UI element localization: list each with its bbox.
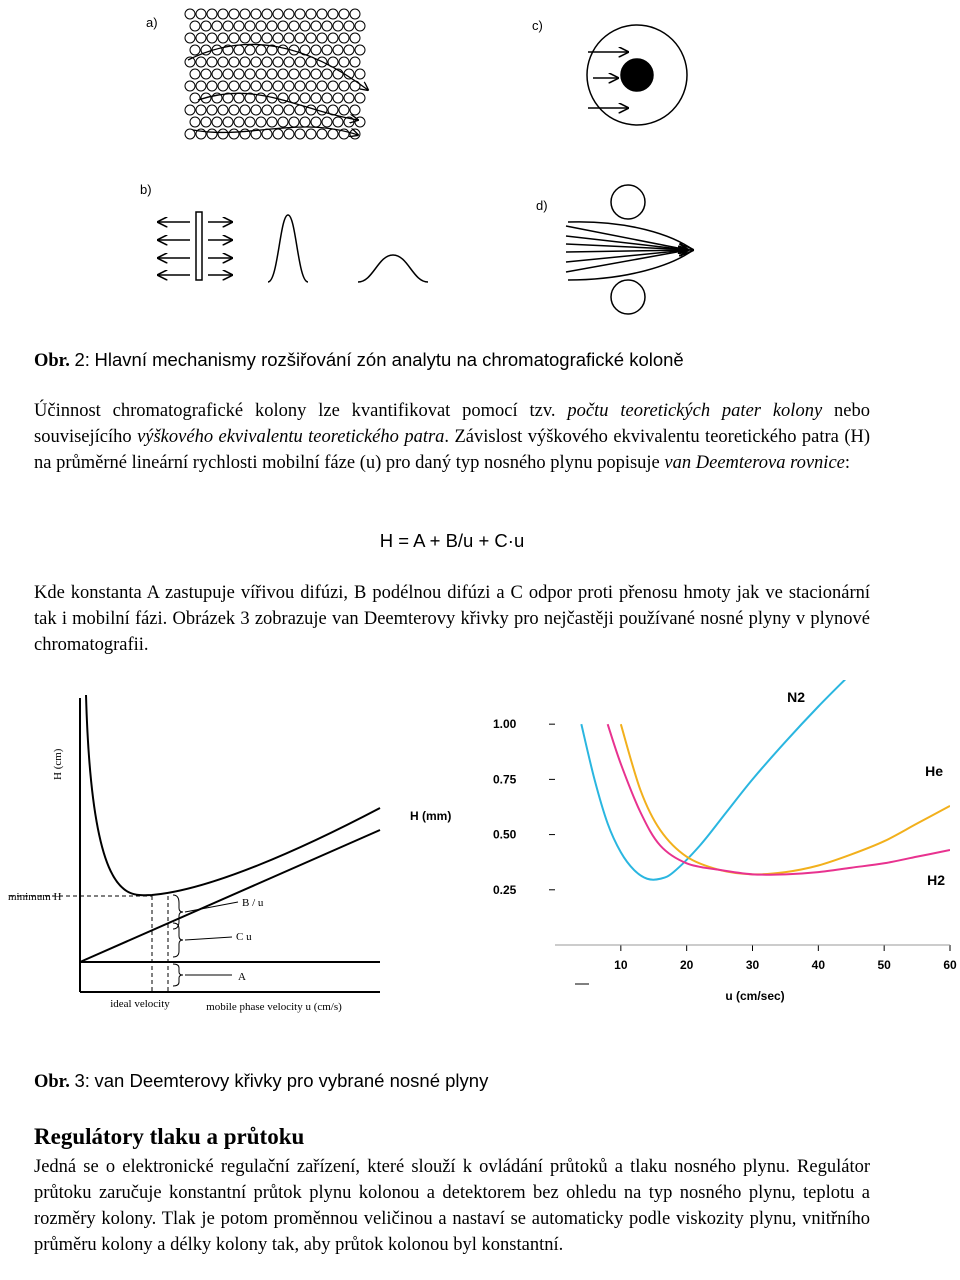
particle-38 [251, 33, 261, 43]
italic-term: výškového ekvivalentu teoretického patra [137, 427, 445, 447]
series-label-he: He [925, 763, 943, 779]
particle-125 [333, 93, 343, 103]
particle-31 [355, 21, 365, 31]
particle-129 [196, 105, 206, 115]
text-run: : [844, 453, 851, 473]
particle-62 [344, 45, 354, 55]
x-tick-label: 30 [745, 958, 760, 972]
particle-144 [190, 117, 200, 127]
x-tick-label: 40 [811, 958, 826, 972]
particle-56 [278, 45, 288, 55]
particle-128 [185, 105, 195, 115]
particle-65 [196, 57, 206, 67]
particle-97 [196, 81, 206, 91]
particle-172 [317, 129, 327, 139]
particle-96 [185, 81, 195, 91]
particle-131 [218, 105, 228, 115]
particle-149 [245, 117, 255, 127]
panel-label-b: b) [140, 182, 152, 197]
particle-42 [295, 33, 305, 43]
panel-label-c: c) [532, 18, 543, 33]
particle-29 [333, 21, 343, 31]
particle-146 [212, 117, 222, 127]
particle-23 [267, 21, 277, 31]
particle-67 [218, 57, 228, 67]
particle-105 [284, 81, 294, 91]
van-deemter-equation: H = A + B/u + C·u [379, 530, 525, 551]
particle-27 [311, 21, 321, 31]
particle-83 [223, 69, 233, 79]
particle-124 [322, 93, 332, 103]
caption-prefix: Obr. [34, 1072, 70, 1092]
particle-157 [333, 117, 343, 127]
particle-112 [190, 93, 200, 103]
particle-36 [229, 33, 239, 43]
particle-43 [306, 33, 316, 43]
particle-13 [328, 9, 338, 19]
figure-2-caption [34, 349, 684, 372]
particle-132 [229, 105, 239, 115]
particle-100 [229, 81, 239, 91]
particle-35 [218, 33, 228, 43]
particle-47 [350, 33, 360, 43]
section-heading: Regulátory tlaku a průtoku [34, 1124, 305, 1149]
particle-69 [240, 57, 250, 67]
particle-108 [317, 81, 327, 91]
x-axis-label: mobile phase velocity u (cm/s) [206, 1001, 342, 1013]
panel-label-a: a) [146, 15, 158, 30]
minimum-h-label: minimum H [8, 891, 62, 903]
y-tick-label: 0.75 [493, 772, 517, 787]
particle-153 [289, 117, 299, 127]
particle-169 [284, 129, 294, 139]
particle-154 [300, 117, 310, 127]
particle-164 [229, 129, 239, 139]
particle-39 [262, 33, 272, 43]
panel-label-d: d) [536, 198, 548, 213]
particle-170 [295, 129, 305, 139]
particle-22 [256, 21, 266, 31]
particle-34 [207, 33, 217, 43]
particle-88 [278, 69, 288, 79]
series-label-h2: H2 [927, 872, 945, 888]
particle-26 [300, 21, 310, 31]
particle-81 [201, 69, 211, 79]
particle-0 [185, 9, 195, 19]
particle-116 [234, 93, 244, 103]
particle-121 [289, 93, 299, 103]
particle-37 [240, 33, 250, 43]
particle-122 [300, 93, 310, 103]
x-tick-label: 60 [943, 958, 957, 972]
particle-15 [350, 9, 360, 19]
particle-143 [350, 105, 360, 115]
particle-167 [262, 129, 272, 139]
particle-48 [190, 45, 200, 55]
y-tick-label: 0.50 [493, 827, 517, 842]
x-tick-label: 20 [679, 958, 694, 972]
particle-19 [223, 21, 233, 31]
ideal-velocity-label: ideal velocity [110, 998, 170, 1010]
particle-134 [251, 105, 261, 115]
particle-159 [355, 117, 365, 127]
particle-60 [322, 45, 332, 55]
particle-148 [234, 117, 244, 127]
particle-70 [251, 57, 261, 67]
particle-18 [212, 21, 222, 31]
chart-y-label: H (mm) [410, 809, 452, 823]
porous-particle-illustration [587, 25, 687, 125]
particle-173 [328, 129, 338, 139]
particle-142 [339, 105, 349, 115]
particle-46 [339, 33, 349, 43]
particle-63 [355, 45, 365, 55]
particle-53 [245, 45, 255, 55]
particle-12 [317, 9, 327, 19]
caption-number: 2: [74, 349, 90, 370]
caption-text: Hlavní mechanismy rozšiřování zón analytu na chromatografické koloně [94, 349, 684, 370]
particle-24 [278, 21, 288, 31]
particle-21 [245, 21, 255, 31]
particle-20 [234, 21, 244, 31]
c-u-label: C u [236, 931, 252, 943]
particle-163 [218, 129, 228, 139]
particle-7 [262, 9, 272, 19]
van-deemter-schematic-chart [0, 690, 400, 1040]
particle-162 [207, 129, 217, 139]
particle-101 [240, 81, 250, 91]
particle-10 [295, 9, 305, 19]
particle-68 [229, 57, 239, 67]
particle-44 [317, 33, 327, 43]
particle-107 [306, 81, 316, 91]
particle-89 [289, 69, 299, 79]
particle-9 [284, 9, 294, 19]
particle-8 [273, 9, 283, 19]
text-run: . Závislost výškového ekvivalentu teoretického patra (H) na průměrné lineární rychlosti mobilní fáze (u) pro daný typ nosného plynu popisuje [34, 427, 870, 473]
particle-73 [284, 57, 294, 67]
series-label-n2: N2 [787, 689, 805, 705]
particle-103 [262, 81, 272, 91]
x-tick-label: 50 [877, 958, 891, 972]
particle-151 [267, 117, 277, 127]
particle-99 [218, 81, 228, 91]
particle-104 [273, 81, 283, 91]
y-tick-label: 0.25 [493, 882, 517, 897]
particle-3 [218, 9, 228, 19]
italic-term: van Deemterova rovnice [664, 453, 845, 473]
particle-136 [273, 105, 283, 115]
particle-109 [328, 81, 338, 91]
particle-152 [278, 117, 288, 127]
particle-90 [300, 69, 310, 79]
particle-40 [273, 33, 283, 43]
particle-130 [207, 105, 217, 115]
particle-147 [223, 117, 233, 127]
particle-78 [339, 57, 349, 67]
particle-168 [273, 129, 283, 139]
van-deemter-curves-chart [405, 680, 958, 1020]
x-tick-label: 10 [614, 958, 628, 972]
particle-135 [262, 105, 272, 115]
text-run: Účinnost chromatografické kolony lze kvantifikovat pomocí tzv. [34, 401, 568, 421]
particle-66 [207, 57, 217, 67]
italic-term: počtu teoretických pater kolony [567, 401, 823, 421]
y-tick-label: 1.00 [493, 717, 517, 732]
particle-11 [306, 9, 316, 19]
series-line-he [621, 724, 950, 874]
particle-59 [311, 45, 321, 55]
figure-2 [128, 0, 778, 345]
caption-number: 3: [74, 1070, 90, 1091]
particle-156 [322, 117, 332, 127]
particle-54 [256, 45, 266, 55]
y-axis-label: H (cm) [52, 748, 64, 780]
particle-28 [322, 21, 332, 31]
particle-45 [328, 33, 338, 43]
particle-6 [251, 9, 261, 19]
particle-4 [229, 9, 239, 19]
particle-79 [350, 57, 360, 67]
particle-123 [311, 93, 321, 103]
particle-133 [240, 105, 250, 115]
particle-32 [185, 33, 195, 43]
particle-33 [196, 33, 206, 43]
text-run: nebo souvisejícího [34, 401, 870, 447]
particle-91 [311, 69, 321, 79]
packed-particles-illustration [185, 9, 365, 139]
chart-x-label: u (cm/sec) [725, 989, 785, 1003]
particle-106 [295, 81, 305, 91]
a-label: A [238, 971, 246, 983]
particle-92 [322, 69, 332, 79]
particle-110 [339, 81, 349, 91]
particle-85 [245, 69, 255, 79]
particle-72 [273, 57, 283, 67]
particle-41 [284, 33, 294, 43]
particle-5 [240, 9, 250, 19]
b-over-u-label: B / u [242, 897, 264, 909]
particle-155 [311, 117, 321, 127]
particle-86 [256, 69, 266, 79]
particle-80 [190, 69, 200, 79]
particle-74 [295, 57, 305, 67]
particle-17 [201, 21, 211, 31]
particle-127 [355, 93, 365, 103]
particle-52 [234, 45, 244, 55]
longitudinal-diffusion-illustration [158, 212, 428, 282]
particle-30 [344, 21, 354, 31]
particle-171 [306, 129, 316, 139]
caption-text: van Deemterovy křivky pro vybrané nosné plyny [94, 1070, 489, 1091]
particle-84 [234, 69, 244, 79]
particle-137 [284, 105, 294, 115]
paragraph-constants: Kde konstanta A zastupuje vířivou difúzi, B podélnou difúzi a C odpor proti přenosu hmoty jak ve stacionární tak i mobilní fázi. Obrázek 3 zobrazuje van Deemterovy křivky pro nejčastěji používané nosné plyny v plynové chromatografii. [34, 583, 870, 655]
particle-126 [344, 93, 354, 103]
particle-2 [207, 9, 217, 19]
particle-95 [355, 69, 365, 79]
particle-102 [251, 81, 261, 91]
particle-98 [207, 81, 217, 91]
particle-71 [262, 57, 272, 67]
paragraph-efficiency [34, 398, 870, 476]
section-paragraph: Jedná se o elektronické regulační zařízení, které slouží k ovládání průtoků a tlaku nosného plynu. Regulátor průtoku zaručuje konstantní průtok plynu kolonou a detektorem bez ohledu na typ nosného plynu, teplotu a rozměry kolony. Tlak je potom proměnnou veličinou a nastaví se automaticky podle viskozity plynu, vnitřního průměru kolony a délky kolony tak, aby průtok kolonou byl konstantní. [34, 1157, 870, 1255]
particle-150 [256, 117, 266, 127]
particle-16 [190, 21, 200, 31]
particle-87 [267, 69, 277, 79]
curve-h [86, 695, 380, 895]
caption-prefix: Obr. [34, 351, 70, 371]
series-line-h2 [608, 724, 950, 875]
particle-61 [333, 45, 343, 55]
particle-82 [212, 69, 222, 79]
particle-14 [339, 9, 349, 19]
mass-transfer-illustration [566, 185, 693, 314]
particle-145 [201, 117, 211, 127]
particle-1 [196, 9, 206, 19]
figure-3-caption [34, 1070, 488, 1093]
particle-25 [289, 21, 299, 31]
